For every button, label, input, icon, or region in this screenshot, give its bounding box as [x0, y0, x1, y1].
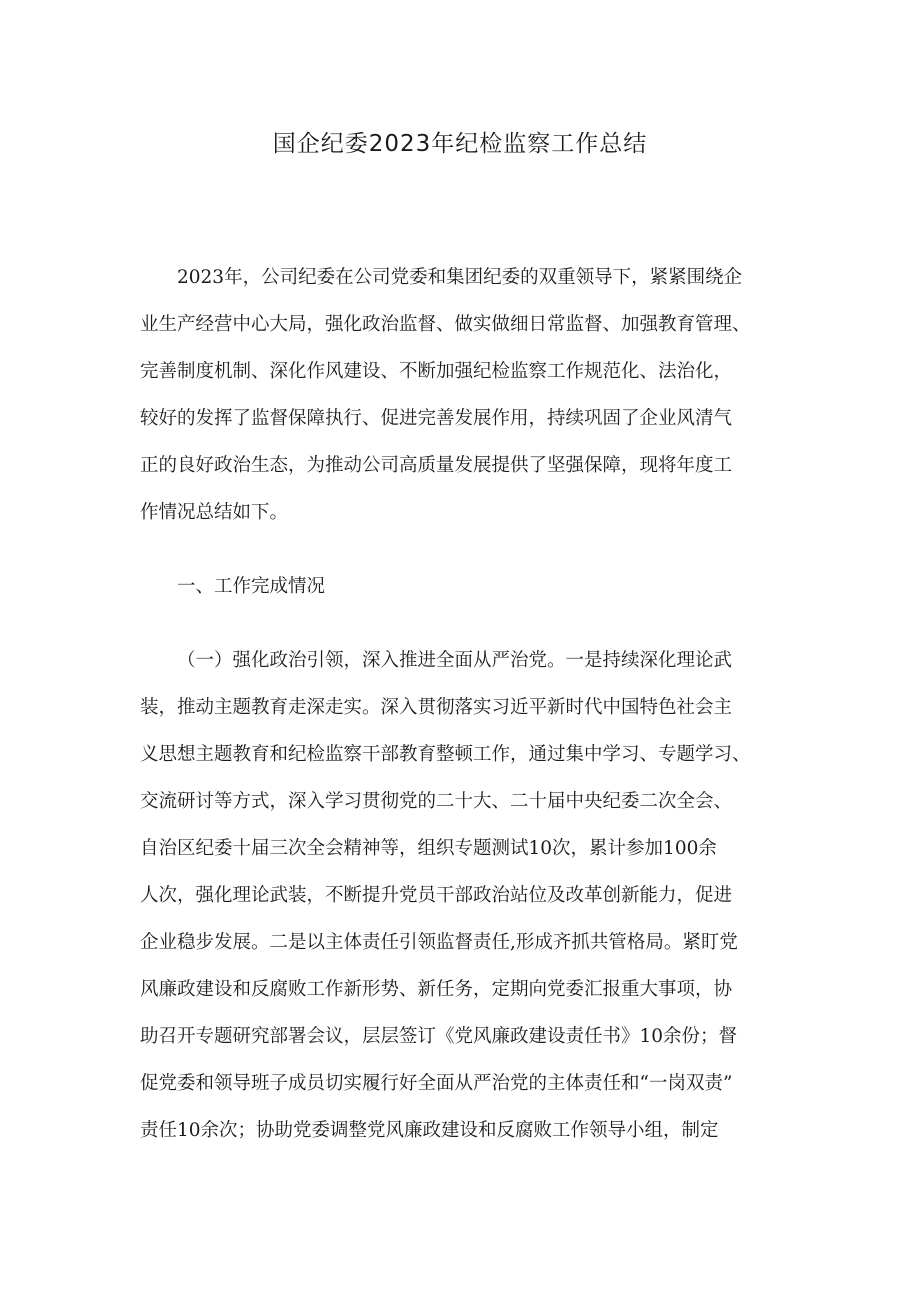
paragraph-line: 风廉政建设和反腐败工作新形势、新任务，定期向党委汇报重大事项，协: [140, 979, 733, 1000]
paragraph-line: 正的良好政治生态，为推动公司高质量发展提供了坚强保障，现将年度工: [140, 455, 733, 476]
paragraph-line: 企业稳步发展。二是以主体责任引领监督责任,形成齐抓共管格局。紧盯党: [140, 932, 738, 953]
paragraph-line: 装，推动主题教育走深走实。深入贯彻落实习近平新时代中国特色社会主: [140, 697, 733, 718]
paragraph-line: 业生产经营中心大局，强化政治监督、做实做细日常监督、加强教育管理、: [140, 314, 751, 335]
paragraph-line: 自治区纪委十届三次全会精神等，组织专题测试10次，累计参加100余: [140, 838, 717, 859]
paragraph-line: （一）强化政治引领，深入推进全面从严治党。一是持续深化理论武: [177, 650, 733, 671]
document-title: 国企纪委2023年纪检监察工作总结: [272, 131, 648, 157]
paragraph-line: 作情况总结如下。: [140, 502, 289, 523]
paragraph-line: 责任10余次；协助党委调整党风廉政建设和反腐败工作领导小组，制定: [140, 1120, 719, 1141]
paragraph-line: 人次，强化理论武装，不断提升党员干部政治站位及改革创新能力，促进: [140, 885, 733, 906]
paragraph-line: 交流研讨等方式，深入学习贯彻党的二十大、二十届中央纪委二次全会、: [140, 791, 733, 812]
paragraph-line: 2023年，公司纪委在公司党委和集团纪委的双重领导下，紧紧围绕企: [177, 267, 743, 288]
section-heading: 一、工作完成情况: [177, 576, 326, 597]
paragraph-line: 义思想主题教育和纪检监察干部教育整顿工作，通过集中学习、专题学习、: [140, 744, 751, 765]
paragraph-line: 完善制度机制、深化作风建设、不断加强纪检监察工作规范化、法治化，: [140, 361, 733, 382]
paragraph-line: 促党委和领导班子成员切实履行好全面从严治党的主体责任和“一岗双责”: [140, 1073, 733, 1094]
paragraph-line: 助召开专题研究部署会议，层层签订《党风廉政建设责任书》10余份；督: [140, 1026, 738, 1047]
paragraph-line: 较好的发挥了监督保障执行、促进完善发展作用，持续巩固了企业风清气: [140, 408, 733, 429]
